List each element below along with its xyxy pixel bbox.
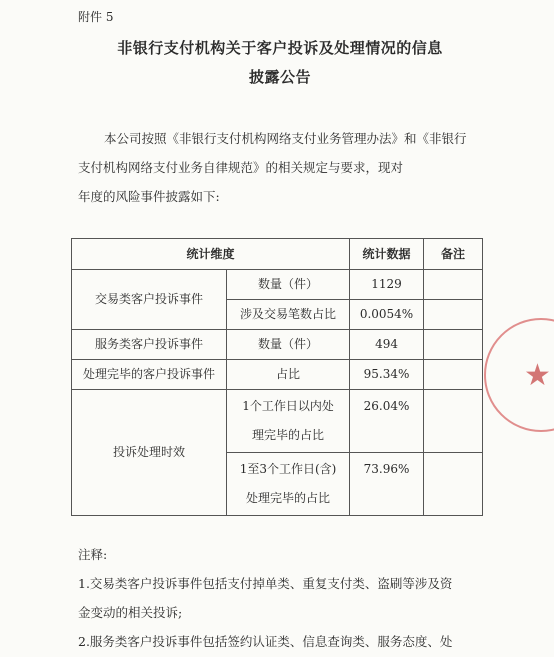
note-1-line-1: 1.交易类客户投诉事件包括支付掉单类、重复支付类、盗刷等涉及资: [78, 576, 453, 591]
header-remark: 备注: [424, 239, 483, 270]
completed-value: 95.34%: [350, 360, 424, 390]
header-data: 统计数据: [350, 239, 424, 270]
service-count-label: 数量（件）: [227, 330, 350, 360]
within1to3-label-line2: 处理完毕的占比: [246, 491, 331, 505]
timeliness-category-cell: 投诉处理时效: [72, 390, 227, 516]
remark-cell: [424, 300, 483, 330]
within1to3-value: 73.96%: [350, 453, 424, 516]
attachment-label: 附件 5: [78, 10, 114, 24]
trade-ratio-label: 涉及交易笔数占比: [227, 300, 350, 330]
within1to3-label-line1: 1至3个工作日(含): [239, 462, 337, 476]
intro-line-1: 本公司按照《非银行支付机构网络支付业务管理办法》和《非银行: [104, 131, 467, 146]
trade-count-value: 1129: [350, 270, 424, 300]
completed-category-cell: 处理完毕的客户投诉事件: [72, 360, 227, 390]
table-header-row: [72, 239, 483, 270]
intro-line-3: 年度的风险事件披露如下:: [78, 189, 220, 204]
seal-star-icon: ★: [524, 358, 551, 393]
table-row: [72, 390, 483, 453]
trade-ratio-value: 0.0054%: [350, 300, 424, 330]
remark-cell: [424, 390, 483, 453]
completed-label: 占比: [227, 360, 350, 390]
header-dimension: 统计维度: [72, 239, 350, 270]
intro-line-2: 支付机构网络支付业务自律规范》的相关规定与要求，现对: [78, 160, 404, 175]
remark-cell: [424, 360, 483, 390]
notes-section: [78, 540, 498, 656]
table-row: [72, 330, 483, 360]
statistics-table: [71, 238, 483, 516]
note-2-line-1: 2.服务类客户投诉事件包括签约认证类、信息查询类、服务态度、处: [78, 634, 453, 649]
within1-label-line1: 1个工作日以内处: [242, 399, 334, 413]
within1-value: 26.04%: [350, 390, 424, 453]
table-row: [72, 360, 483, 390]
intro-paragraph: [78, 124, 478, 211]
page-title: [90, 34, 470, 92]
within1-label: [227, 390, 350, 453]
trade-category-cell: 交易类客户投诉事件: [72, 270, 227, 330]
remark-cell: [424, 330, 483, 360]
notes-heading: 注释:: [78, 547, 108, 562]
remark-cell: [424, 453, 483, 516]
service-count-value: 494: [350, 330, 424, 360]
company-seal-stamp: [484, 318, 554, 432]
note-1-line-2: 金变动的相关投诉;: [78, 605, 183, 620]
table-row: [72, 270, 483, 300]
within1to3-label: [227, 453, 350, 516]
trade-count-label: 数量（件）: [227, 270, 350, 300]
remark-cell: [424, 270, 483, 300]
service-category-cell: 服务类客户投诉事件: [72, 330, 227, 360]
title-line-1: 非银行支付机构关于客户投诉及处理情况的信息: [117, 39, 443, 57]
within1-label-line2: 理完毕的占比: [252, 428, 325, 442]
title-line-2: 披露公告: [248, 68, 311, 86]
